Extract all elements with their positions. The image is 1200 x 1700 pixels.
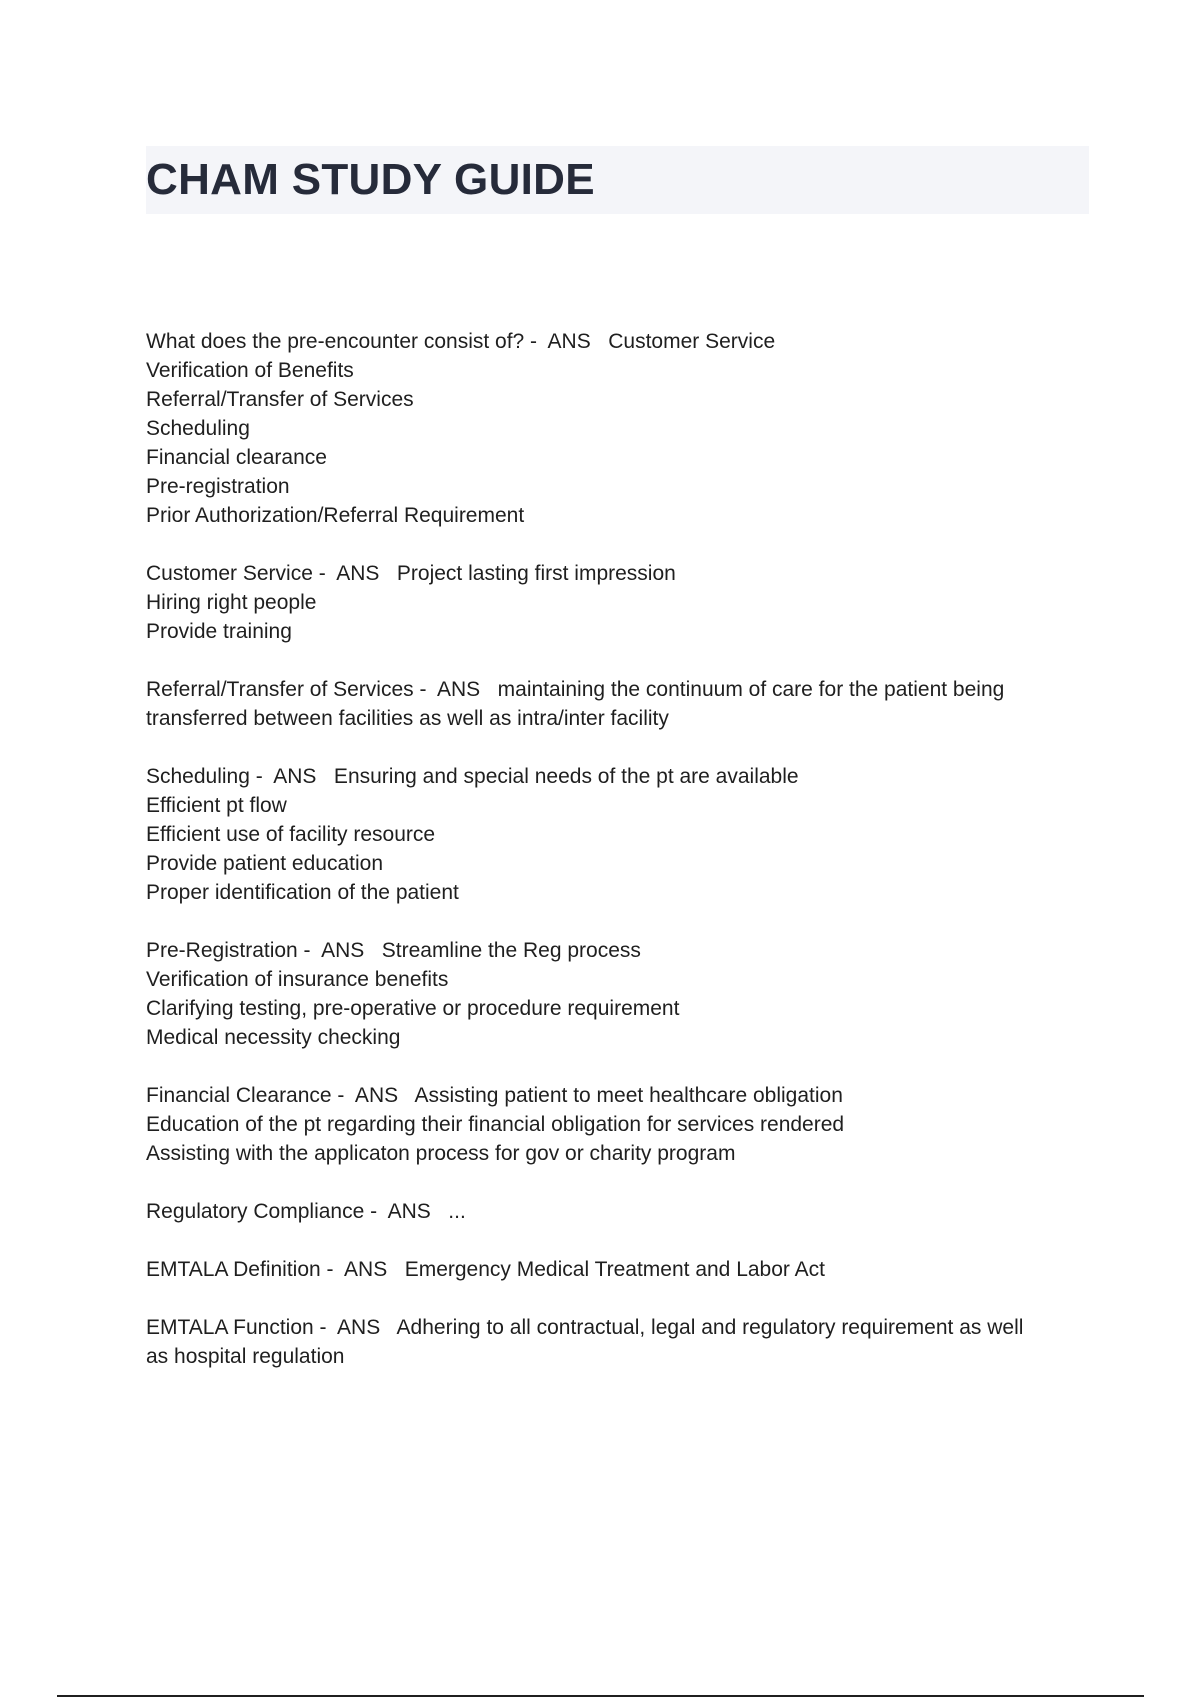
qa-entry	[146, 1197, 1086, 1226]
qa-entry	[146, 327, 1086, 530]
entry-line: Verification of insurance benefits	[146, 968, 449, 991]
entry-line: Medical necessity checking	[146, 1026, 401, 1049]
entry-line: What does the pre-encounter consist of? - ANS Customer Service	[146, 330, 776, 353]
entry-line: Scheduling - ANS Ensuring and special needs of the pt are available	[146, 765, 799, 788]
study-guide-content	[146, 327, 1086, 1400]
entry-line: Customer Service - ANS Project lasting first impression	[146, 562, 676, 585]
qa-entry	[146, 1313, 1086, 1371]
entry-line: Prior Authorization/Referral Requirement	[146, 504, 525, 527]
entry-line: Efficient pt flow	[146, 794, 287, 817]
entry-line: Education of the pt regarding their financial obligation for services rendered	[146, 1113, 845, 1136]
page-title: CHAM STUDY GUIDE	[146, 155, 595, 204]
entry-line: Referral/Transfer of Services	[146, 388, 414, 411]
entry-line: Financial Clearance - ANS Assisting patient to meet healthcare obligation	[146, 1084, 843, 1107]
page-bottom-divider	[57, 1695, 1144, 1697]
title-banner	[146, 146, 1089, 214]
qa-entry	[146, 762, 1086, 907]
entry-line: Assisting with the applicaton process for gov or charity program	[146, 1142, 736, 1165]
entry-line: Pre-registration	[146, 475, 290, 498]
qa-entry	[146, 559, 1086, 646]
entry-line: Clarifying testing, pre-operative or procedure requirement	[146, 997, 680, 1020]
entry-line: Scheduling	[146, 417, 250, 440]
qa-entry	[146, 675, 1086, 733]
entry-line: Pre-Registration - ANS Streamline the Reg process	[146, 939, 641, 962]
qa-entry	[146, 936, 1086, 1052]
entry-line: Hiring right people	[146, 591, 317, 614]
entry-line: EMTALA Function - ANS Adhering to all contractual, legal and regulatory requirement as well	[146, 1316, 1024, 1339]
entry-line: Efficient use of facility resource	[146, 823, 436, 846]
qa-entry	[146, 1255, 1086, 1284]
entry-line: Provide training	[146, 620, 292, 643]
entry-line: as hospital regulation	[146, 1345, 345, 1368]
entry-line: Proper identification of the patient	[146, 881, 459, 904]
entry-line: Verification of Benefits	[146, 359, 354, 382]
entry-line: Referral/Transfer of Services - ANS maintaining the continuum of care for the patient being	[146, 678, 1005, 701]
entry-line: EMTALA Definition - ANS Emergency Medical Treatment and Labor Act	[146, 1258, 825, 1281]
entry-line: Financial clearance	[146, 446, 327, 469]
entry-line: Provide patient education	[146, 852, 383, 875]
entry-line: transferred between facilities as well as intra/inter facility	[146, 707, 669, 730]
qa-entry	[146, 1081, 1086, 1168]
entry-line: Regulatory Compliance - ANS ...	[146, 1200, 466, 1223]
